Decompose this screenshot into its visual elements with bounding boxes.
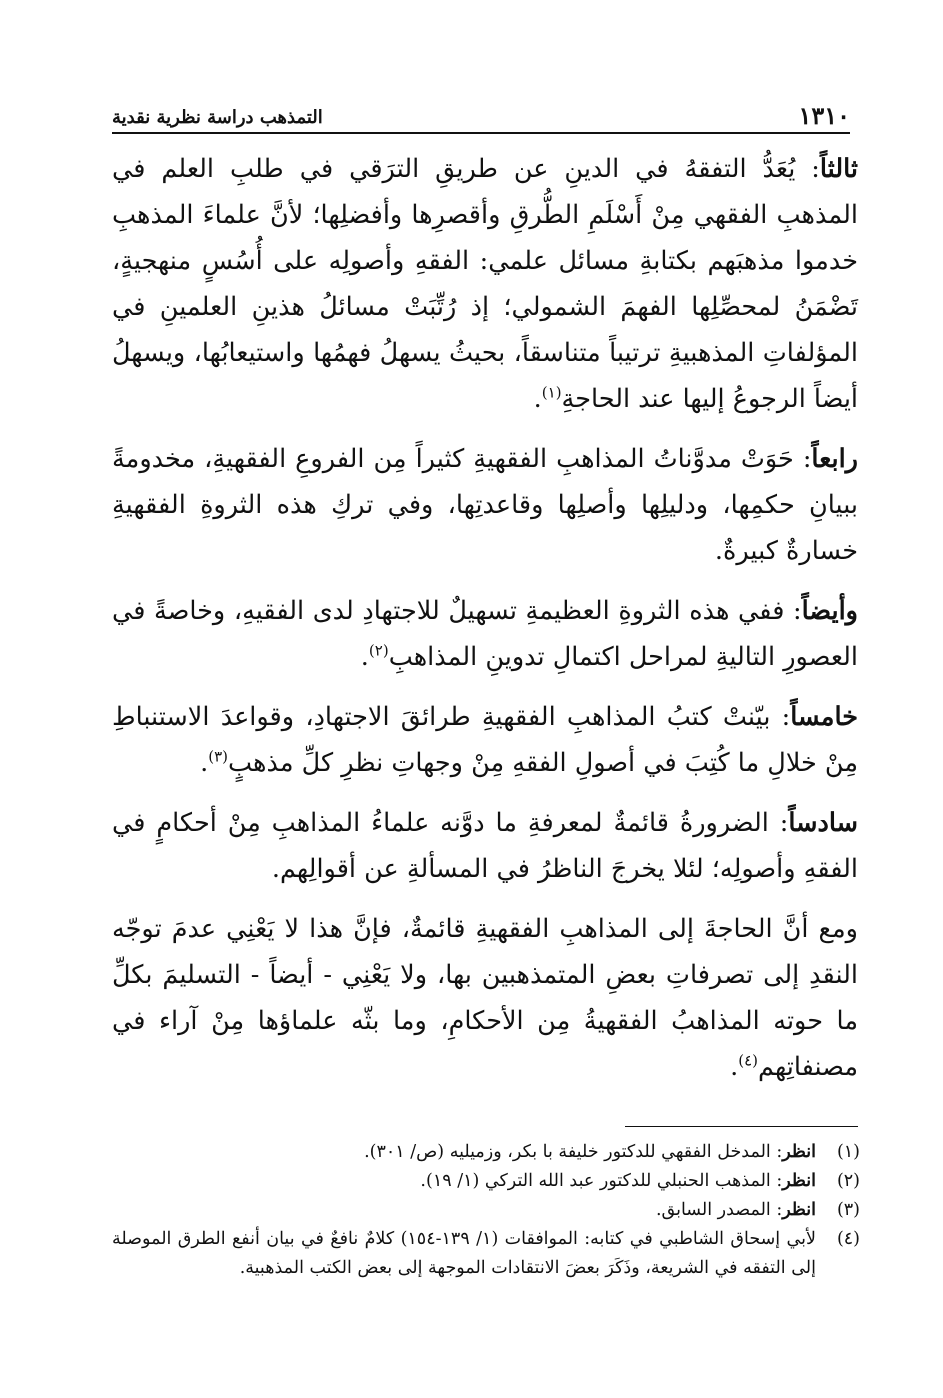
footnote-divider xyxy=(625,1126,858,1127)
main-text xyxy=(112,146,858,1104)
footnote-ref: (٢) xyxy=(368,641,389,660)
footnote-text xyxy=(112,1225,816,1283)
paragraph-fourth xyxy=(112,436,858,574)
paragraph-text: : يُعَدُّ التفقهُ في الدينِ عن طريقِ الترَقي في طلبِ العلم في المذهبِ الفقهي مِنْ أَسْلَمِ الطُّرقِ وأقصرِها وأفضلِها؛ لأنَّ علماءَ المذهبِ خدموا مذهبَهم بكتابةِ مسائل علمي: الفقهِ وأصولِه على أُسُسٍ منهجيةٍ، تَضْمَنُ لمحصِّلِها الفهمَ الشمولي؛ إذ رُتِّبَتْ مسائلُ هذينِ العلمينِ في المؤلفاتِ المذهبيةِ ترتيباً متناسقاً، بحيثُ يسهلُ فهمُها واستيعابُها، ويسهلُ أيضاً الرجوعُ إليها عند الحاجةِ xyxy=(112,154,858,414)
footnote-text xyxy=(112,1167,816,1196)
footnote-item xyxy=(112,1196,860,1225)
paragraph-text: ومع أنَّ الحاجةَ إلى المذاهبِ الفقهيةِ قائمةٌ، فإنَّ هذا لا يَعْنِي عدمَ توجّه النقدِ إلى تصرفاتِ بعضِ المتمذهبين بها، ولا يَعْنِي - أيضاً - التسليمَ بكلِّ ما حوته المذاهبُ الفقهيةُ مِن الأحكامِ، وما بثّه علماؤها مِنْ آراء في مصنفاتِهم xyxy=(112,914,858,1082)
footnote-body: لأبي إسحاق الشاطبي في كتابه: الموافقات (١/ ١٣٩-١٥٤) كلامٌ نافعٌ في بيان أنفع الطرق الموصلة إلى التفقه في الشريعة، وذَكَرَ بعضَ الانتقادات الموجهة إلى بعض الكتب المذهبية. xyxy=(112,1229,816,1278)
paragraph-text: : ففي هذه الثروةِ العظيمةِ تسهيلٌ للاجتهادِ لدى الفقيهِ، وخاصةً في العصورِ التاليةِ لمراحل اكتمالِ تدوينِ المذاهبِ xyxy=(112,596,858,672)
footnote-number: (٤) xyxy=(836,1229,860,1249)
paragraph-lead: خامساً xyxy=(790,702,858,732)
paragraph-lead: ثالثاً xyxy=(819,154,858,184)
paragraph-sixth xyxy=(112,800,858,892)
footnote-ref: (٤) xyxy=(738,1051,759,1070)
paragraph-lead: وأيضاً xyxy=(801,596,858,626)
footnotes xyxy=(112,1138,860,1283)
footnote-text xyxy=(112,1196,816,1225)
page-header xyxy=(112,96,850,134)
footnote-item xyxy=(112,1225,860,1283)
paragraph-fifth xyxy=(112,694,858,786)
footnote-body: : المصدر السابق. xyxy=(655,1200,783,1220)
footnote-item xyxy=(112,1138,860,1167)
paragraph-text: : بيّنتْ كتبُ المذاهبِ الفقهيةِ طرائقَ الاجتهادِ، وقواعدَ الاستنباطِ مِنْ خلالِ ما كُتِبَ في أصولِ الفقهِ مِنْ وجهاتِ نظرِ كلِّ مذهبٍ xyxy=(112,702,858,778)
running-title: التمذهب دراسة نظرية نقدية xyxy=(112,107,323,128)
footnote-text xyxy=(112,1138,816,1167)
footnote-number: (٢) xyxy=(836,1171,860,1191)
paragraph-third xyxy=(112,146,858,422)
footnote-number: (٣) xyxy=(836,1200,860,1220)
footnote-number: (١) xyxy=(836,1142,860,1162)
paragraph-text: : الضرورةُ قائمةٌ لمعرفةِ ما دوَّنه علماءُ المذاهبِ مِنْ أحكامٍ في الفقهِ وأصولِه؛ لئلا يخرجَ الناظرُ في المسألةِ عن أقوالِهم. xyxy=(112,808,858,884)
paragraph-closing xyxy=(112,906,858,1090)
paragraph-end: . xyxy=(533,384,542,414)
footnote-lead: انظر xyxy=(782,1171,816,1191)
paragraph-lead: سادساً xyxy=(788,808,858,838)
paragraph-end: . xyxy=(730,1052,739,1082)
footnote-item xyxy=(112,1167,860,1196)
footnote-body: : المدخل الفقهي للدكتور خليفة با بكر، وزميليه (ص/ ٣٠١). xyxy=(364,1142,783,1162)
footnote-ref: (١) xyxy=(541,383,562,402)
paragraph-end: . xyxy=(360,642,369,672)
page-number: ١٣١٠ xyxy=(798,101,850,130)
footnote-body: : المذهب الحنبلي للدكتور عبد الله التركي (١/ ١٩). xyxy=(420,1171,783,1191)
footnote-ref: (٣) xyxy=(208,747,228,766)
paragraph-text: : حَوَتْ مدوَّناتُ المذاهبِ الفقهيةِ كثيراً مِن الفروعِ الفقهيةِ، مخدومةً ببيانِ حكمِها، ودليلِها وأصلِها وقاعدتِها، وفي تركِ هذه الثروةِ الفقهيةِ خسارةٌ كبيرةٌ. xyxy=(112,444,858,566)
paragraph-end: . xyxy=(200,748,209,778)
footnote-lead: انظر xyxy=(782,1200,816,1220)
paragraph-also xyxy=(112,588,858,680)
footnote-lead: انظر xyxy=(782,1142,816,1162)
paragraph-lead: رابعاً xyxy=(811,444,858,474)
